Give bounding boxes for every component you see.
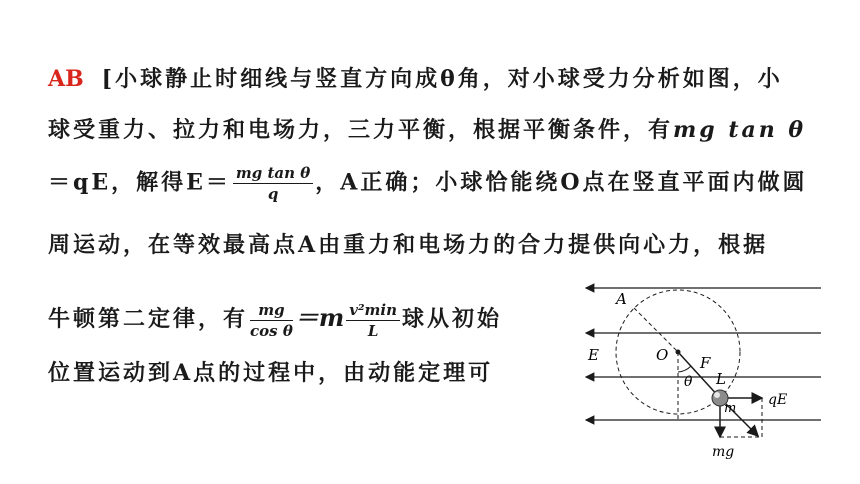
label-l: L (716, 370, 726, 388)
label-mg: mg (712, 444, 735, 460)
fraction-numerator: v²min (346, 301, 400, 321)
text-line-1-content: [小球静止时细线与竖直方向成θ角，对小球受力分析如图，小 (101, 66, 783, 92)
fraction-v-over-l (346, 301, 400, 340)
text-line-5 (48, 298, 502, 340)
fraction-denominator: cos θ (250, 321, 293, 340)
equals-m: ＝m (294, 303, 345, 332)
text-line-1 (48, 62, 783, 93)
fraction-numerator: mg (250, 301, 293, 321)
text-line-3-end: ，A正确；小球恰能绕O点在竖直平面内做圆 (315, 169, 808, 196)
text-line-4-content: 周运动，在等效最高点A由重力和电场力的合力提供向心力，根据 (48, 232, 769, 258)
label-qe: qE (768, 392, 788, 408)
label-m: m (724, 401, 737, 416)
formula-mg-tan-theta: mg tan θ (673, 117, 807, 143)
label-o: O (656, 346, 669, 364)
text-line-4 (48, 228, 768, 259)
fraction-e-expression (233, 164, 313, 203)
fraction-mg-over-cos (250, 301, 293, 340)
center-point (676, 350, 681, 355)
text-line-5-start: 牛顿第二定律，有 (48, 306, 249, 332)
text-line-6 (48, 356, 493, 387)
fraction-denominator: L (367, 321, 379, 340)
label-f: F (700, 354, 711, 372)
fraction-denominator: q (267, 185, 279, 203)
angle-arc (678, 366, 691, 372)
text-line-6-content: 位置运动到A点的过程中，由动能定理可 (48, 360, 494, 386)
force-diagram (576, 280, 836, 480)
label-a: A (616, 290, 627, 308)
label-theta: θ (684, 374, 693, 390)
text-line-5-end: 球从初始 (402, 306, 503, 332)
text-line-2 (48, 113, 806, 144)
text-line-2-content: 球受重力、拉力和电场力，三力平衡，根据平衡条件，有 (48, 117, 674, 143)
text-line-3-start: ＝qE，解得E＝ (48, 169, 231, 196)
text-line-3 (48, 164, 808, 203)
ball-highlight (714, 392, 720, 398)
label-e: E (588, 346, 599, 364)
answer-label: AB (48, 66, 84, 92)
fraction-numerator: mg tan θ (233, 164, 313, 184)
